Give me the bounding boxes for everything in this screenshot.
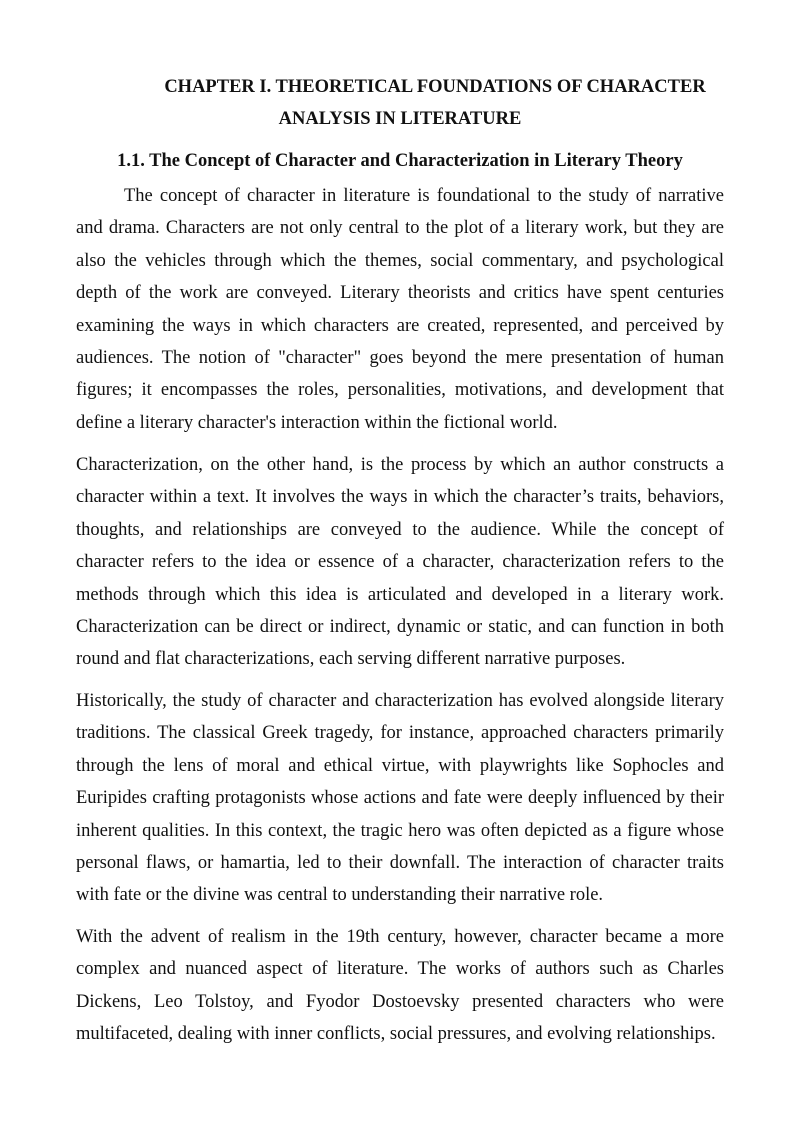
paragraph-realism: With the advent of realism in the 19th century, however, character became a more complex and nuanced aspect of literature. The works of authors such as Charles Dickens, Leo Tolstoy, and Fyodor Dostoevsky presented characters who were multifaceted, dealing with inner conflicts, social pressures, and evolving relationships. [76, 927, 724, 1045]
paragraph-historical-study: Historically, the study of character and characterization has evolved alongside literary traditions. The classical Greek tragedy, for instance, approached characters primarily through the lens of moral and ethical virtue, with playwrights like Sophocles and Euripides crafting protagonists whose actions and fate were deeply influenced by their inherent qualities. In this context, the tragic hero was often depicted as a figure whose personal flaws, or hamartia, led to their downfall. The interaction of character traits with fate or the divine was central to understanding their narrative role. [76, 691, 724, 906]
paragraph-character-concept: The concept of character in literature is foundational to the study of narrative and drama. Characters are not only central to the plot of a literary work, but they are also the vehicles through which the themes, social commentary, and psychological depth of the work are conveyed. Literary theorists and critics have spent centuries examining the ways in which characters are created, represented, and perceived by audiences. The notion of "character" goes beyond the mere presentation of human figures; it encompasses the roles, personalities, motivations, and development that define a literary character's interaction within the fictional world. [76, 186, 724, 433]
chapter-title: CHAPTER I. THEORETICAL FOUNDATIONS OF CHARACTER ANALYSIS IN LITERATURE [164, 77, 706, 129]
paragraph-characterization: Characterization, on the other hand, is the process by which an author constructs a character within a text. It involves the ways in which the character’s traits, behaviors, thoughts, and relationships are conveyed to the audience. While the concept of character refers to the idea or essence of a character, characterization refers to the methods through which this idea is articulated and developed in a literary work. Characterization can be direct or indirect, dynamic or static, and can function in both round and flat characterizations, each serving different narrative purposes. [76, 455, 724, 670]
section-title: 1.1. The Concept of Character and Characterization in Literary Theory [117, 151, 683, 171]
